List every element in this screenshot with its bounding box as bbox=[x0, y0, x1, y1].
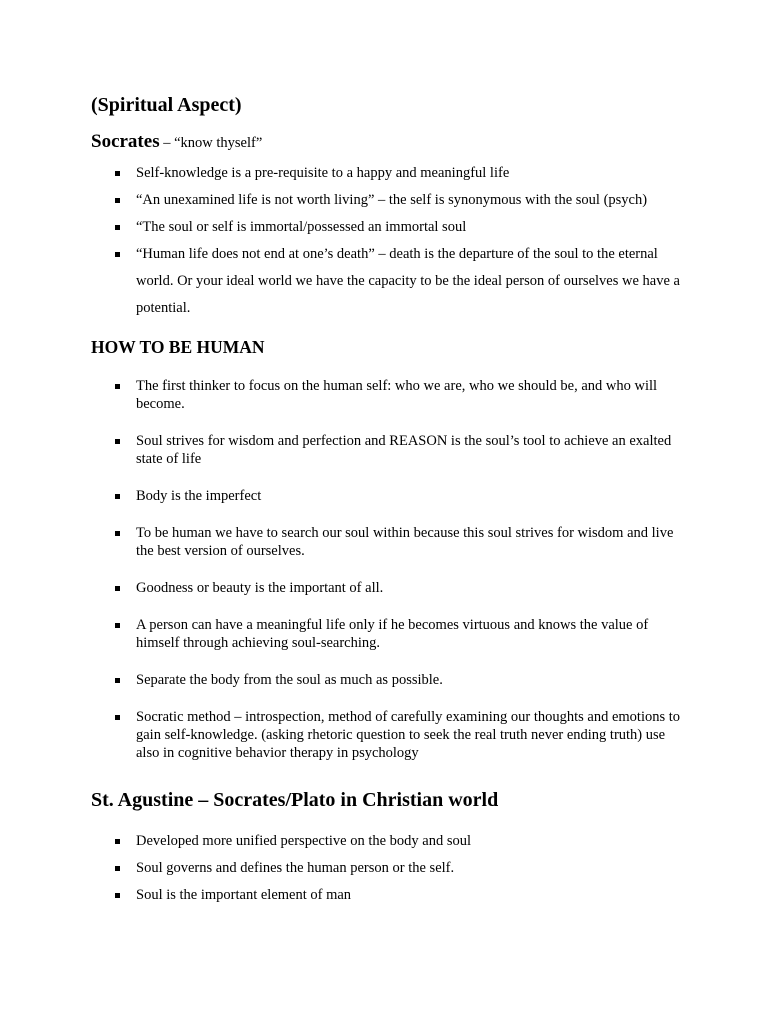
list-item bbox=[91, 432, 691, 468]
socrates-heading bbox=[91, 129, 691, 156]
list-item bbox=[91, 377, 691, 413]
square-bullet-icon bbox=[115, 715, 120, 720]
section-heading-st-agustine: St. Agustine – Socrates/Plato in Christian world bbox=[91, 789, 499, 811]
list-item bbox=[91, 524, 691, 560]
square-bullet-icon bbox=[115, 623, 120, 628]
square-bullet-icon bbox=[115, 171, 120, 176]
list-item-text: “Human life does not end at one’s death” – death is the departure of the soul to the eternal world. Or your ideal world we have the capacity to be the ideal person of ourselves we have a potential. bbox=[136, 246, 680, 316]
how-to-be-human-bullet-list bbox=[91, 377, 691, 781]
list-item-text: Soul governs and defines the human person or the self. bbox=[136, 860, 455, 876]
square-bullet-icon bbox=[115, 531, 120, 536]
list-item bbox=[91, 671, 691, 689]
list-item bbox=[91, 828, 691, 855]
list-item-text: To be human we have to search our soul within because this soul strives for wisdom and live the best version of ourselves. bbox=[136, 525, 674, 559]
list-item bbox=[91, 708, 691, 762]
list-item-text: Separate the body from the soul as much as possible. bbox=[136, 672, 443, 688]
list-item-text: Body is the imperfect bbox=[136, 488, 262, 504]
list-item-text: A person can have a meaningful life only if he becomes virtuous and knows the value of himself through achieving soul-searching. bbox=[136, 617, 649, 651]
socrates-dash: – bbox=[159, 135, 175, 151]
list-item bbox=[91, 160, 691, 187]
list-item-text: Goodness or beauty is the important of all. bbox=[136, 580, 384, 596]
square-bullet-icon bbox=[115, 384, 120, 389]
square-bullet-icon bbox=[115, 893, 120, 898]
list-item bbox=[91, 187, 691, 214]
st-agustine-bullet-list bbox=[91, 828, 691, 909]
list-item bbox=[91, 882, 691, 909]
square-bullet-icon bbox=[115, 225, 120, 230]
list-item-text: Soul is the important element of man bbox=[136, 887, 352, 903]
list-item-text: Self-knowledge is a pre-requisite to a happy and meaningful life bbox=[136, 165, 510, 181]
list-item-text: Socratic method – introspection, method of carefully examining our thoughts and emotions to gain self-knowledge. (asking rhetoric question to seek the real truth never ending truth) use also in cognitive behavior therapy in psychology bbox=[136, 709, 681, 761]
square-bullet-icon bbox=[115, 586, 120, 591]
list-item-text: “An unexamined life is not worth living” – the self is synonymous with the soul (psych) bbox=[136, 192, 648, 208]
square-bullet-icon bbox=[115, 494, 120, 499]
section-heading-how-to-be-human: HOW TO BE HUMAN bbox=[91, 337, 265, 357]
square-bullet-icon bbox=[115, 839, 120, 844]
square-bullet-icon bbox=[115, 439, 120, 444]
list-item bbox=[91, 579, 691, 597]
square-bullet-icon bbox=[115, 866, 120, 871]
socrates-bullet-list bbox=[91, 160, 691, 322]
list-item bbox=[91, 241, 691, 322]
list-item bbox=[91, 487, 691, 505]
square-bullet-icon bbox=[115, 198, 120, 203]
socrates-name: Socrates bbox=[91, 131, 160, 152]
square-bullet-icon bbox=[115, 252, 120, 257]
list-item bbox=[91, 616, 691, 652]
list-item-text: The first thinker to focus on the human self: who we are, who we should be, and who will become. bbox=[136, 378, 658, 412]
list-item-text: “The soul or self is immortal/possessed an immortal soul bbox=[136, 219, 467, 235]
socrates-motto: “know thyself” bbox=[174, 135, 263, 151]
list-item-text: Soul strives for wisdom and perfection and REASON is the soul’s tool to achieve an exalted state of life bbox=[136, 433, 672, 467]
list-item bbox=[91, 855, 691, 882]
square-bullet-icon bbox=[115, 678, 120, 683]
section-heading-spiritual-aspect: (Spiritual Aspect) bbox=[91, 94, 242, 116]
list-item-text: Developed more unified perspective on the body and soul bbox=[136, 833, 472, 849]
list-item bbox=[91, 214, 691, 241]
